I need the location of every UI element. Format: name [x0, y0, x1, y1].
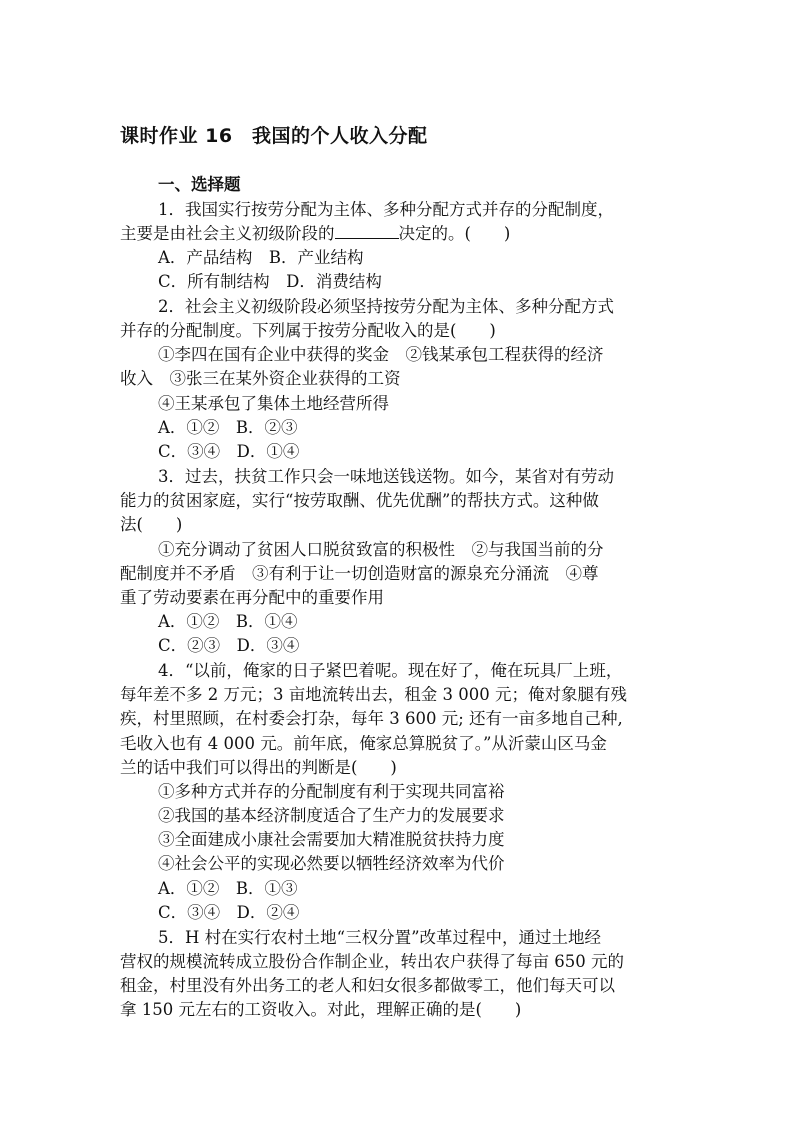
- q3-statement-2: 配制度并不矛盾 ③有利于让一切创造财富的源泉充分涌流 ④尊: [120, 564, 599, 583]
- q5-line-1: 5．H 村在实行农村土地“三权分置”改革过程中，通过土地经: [158, 928, 602, 947]
- q4-options-cd: C．③④ D．②④: [158, 903, 300, 922]
- q4-options-ab: A．①② B．①③: [158, 879, 298, 898]
- q2-statement-1: ①李四在国有企业中获得的奖金 ②钱某承包工程获得的经济: [158, 345, 604, 364]
- page-title: 课时作业 16 我国的个人收入分配: [120, 125, 428, 147]
- q3-line-1: 3．过去，扶贫工作只会一味地送钱送物。如今，某省对有劳动: [158, 467, 614, 486]
- q4-line-5: 兰的话中我们可以得出的判断是( ): [120, 758, 397, 777]
- q4-statement-4: ④社会公平的实现必然要以牺牲经济效率为代价: [158, 854, 505, 873]
- q3-statement-3: 重了劳动要素在再分配中的重要作用: [120, 588, 384, 607]
- q1-line-2-start: 主要是由社会主义初级阶段的: [120, 224, 335, 243]
- q3-line-2: 能力的贫困家庭，实行“按劳取酬、优先优酬”的帮扶方式。这种做: [120, 491, 599, 510]
- q5-line-2: 营权的规模流转成立股份合作制企业，转出农户获得了每亩 650 元的: [120, 952, 624, 971]
- q4-line-1: 4．“以前，俺家的日子紧巴着呢。现在好了，俺在玩具厂上班，: [158, 661, 623, 680]
- q5-line-4: 拿 150 元左右的工资收入。对此，理解正确的是( ): [120, 1000, 522, 1019]
- answer-blank: [335, 224, 399, 239]
- q4-line-4: 毛收入也有 4 000 元。前年底，俺家总算脱贫了。”从沂蒙山区马金: [120, 734, 607, 753]
- q3-statement-1: ①充分调动了贫困人口脱贫致富的积极性 ②与我国当前的分: [158, 540, 604, 559]
- q1-line-2: [120, 222, 510, 246]
- q4-statement-1: ①多种方式并存的分配制度有利于实现共同富裕: [158, 782, 505, 801]
- q4-statement-2: ②我国的基本经济制度适合了生产力的发展要求: [158, 806, 505, 825]
- q4-line-2: 每年差不多 2 万元；3 亩地流转出去，租金 3 000 元；俺对象腿有残: [120, 685, 627, 704]
- q2-options-cd: C．③④ D．①④: [158, 442, 300, 461]
- q2-statement-3: ④王某承包了集体土地经营所得: [158, 394, 389, 413]
- q1-options-ab: A．产品结构 B．产业结构: [158, 248, 364, 267]
- q5-line-3: 租金，村里没有外出务工的老人和妇女很多都做零工，他们每天可以: [120, 976, 615, 995]
- q3-options-ab: A．①② B．①④: [158, 612, 298, 631]
- q2-line-2: 并存的分配制度。下列属于按劳分配收入的是( ): [120, 321, 496, 340]
- q2-options-ab: A．①② B．②③: [158, 418, 298, 437]
- q4-line-3: 疾，村里照顾，在村委会打杂，每年 3 600 元; 还有一亩多地自己种,: [120, 709, 623, 728]
- q2-statement-2: 收入 ③张三在某外资企业获得的工资: [120, 369, 401, 388]
- q1-options-cd: C．所有制结构 D．消费结构: [158, 272, 382, 291]
- q3-line-3: 法( ): [120, 515, 183, 534]
- q1-line-1: 1．我国实行按劳分配为主体、多种分配方式并存的分配制度，: [158, 200, 614, 219]
- q4-statement-3: ③全面建成小康社会需要加大精准脱贫扶持力度: [158, 830, 505, 849]
- q3-options-cd: C．②③ D．③④: [158, 636, 300, 655]
- q2-line-1: 2．社会主义初级阶段必须坚持按劳分配为主体、多种分配方式: [158, 297, 614, 316]
- q1-line-2-end: 决定的。( ): [398, 224, 511, 243]
- section-heading: 一、选择题: [158, 175, 241, 194]
